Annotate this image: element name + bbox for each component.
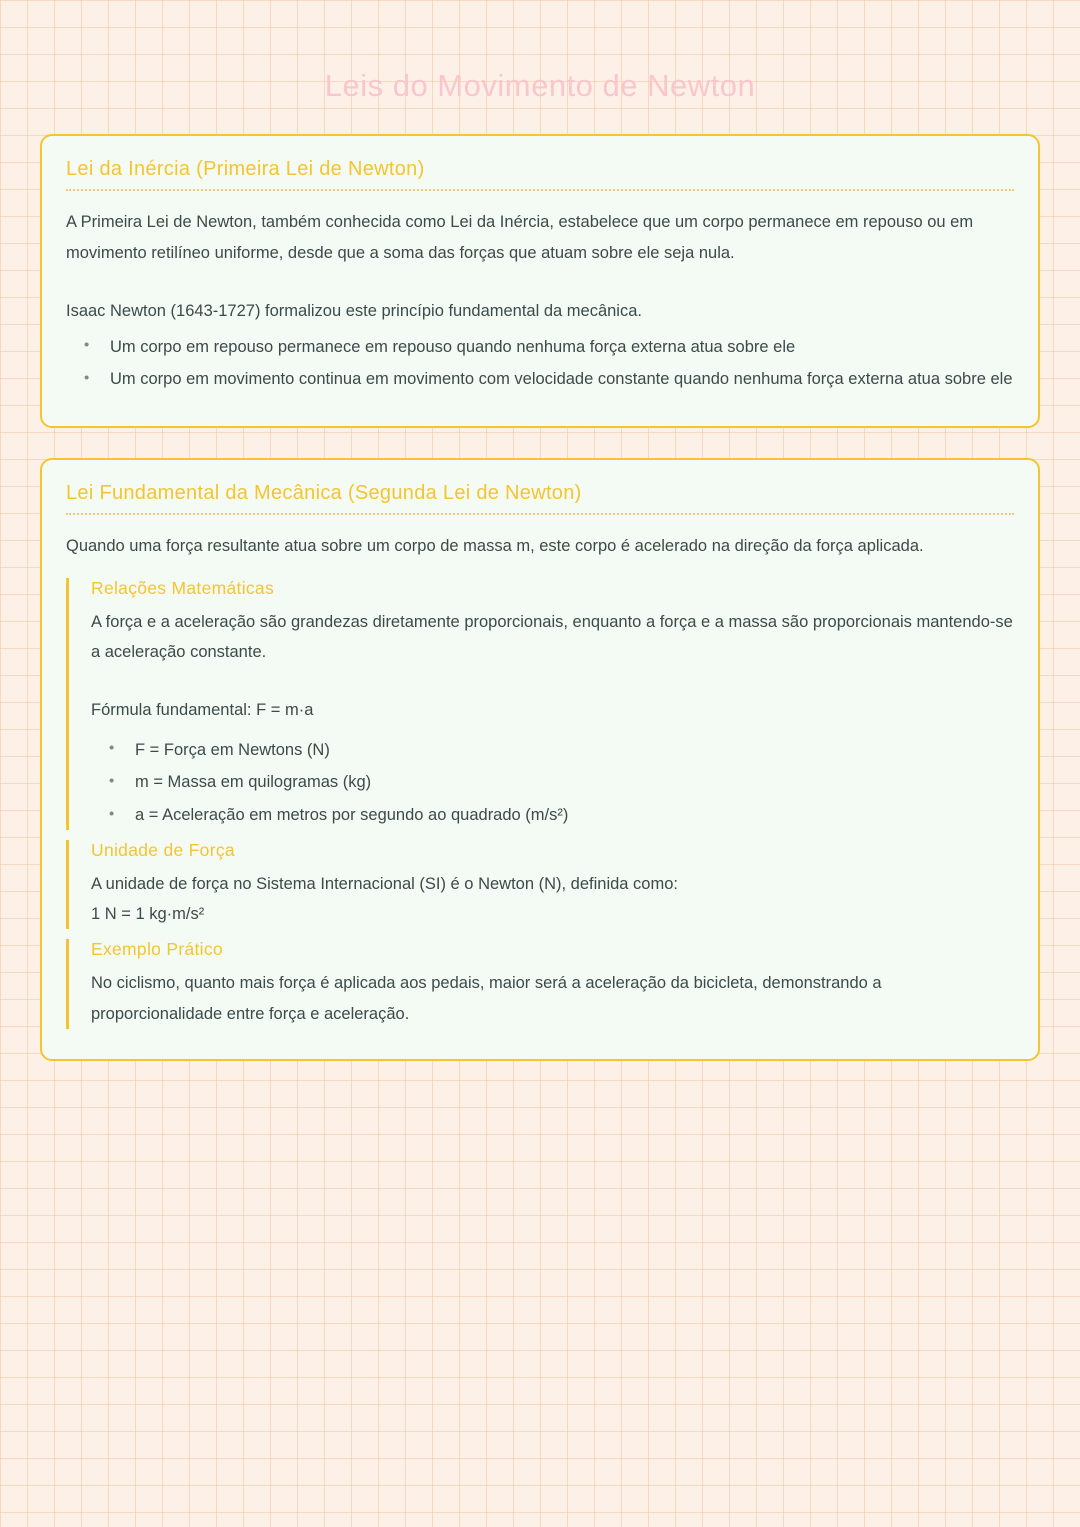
subsection-paragraph: A força e a aceleração são grandezas diretamente proporcionais, enquanto a força e a massa são proporcionais mantendo-se a aceleração constante.	[91, 612, 1013, 662]
subsection-heading: Exemplo Prático	[91, 939, 223, 960]
divider	[66, 513, 1014, 515]
formula-text: 1 N = 1 kg·m/s²	[91, 904, 205, 923]
subsection-force-unit	[66, 840, 1014, 929]
divider	[66, 189, 1014, 191]
subsection-practical-example	[66, 939, 1014, 1029]
subsection-mathematical-relations	[66, 578, 1014, 830]
subsection-paragraph: No ciclismo, quanto mais força é aplicada aos pedais, maior será a aceleração da bicicleta, demonstrando a proporcionalidade entre força e aceleração.	[91, 974, 882, 1023]
list-item: • Um corpo em movimento continua em movimento com velocidade constante quando nenhuma força externa atua sobre ele	[66, 365, 1014, 394]
list-item: • Um corpo em repouso permanece em repouso quando nenhuma força externa atua sobre ele	[66, 333, 1014, 362]
list-item: • a = Aceleração em metros por segundo ao quadrado (m/s²)	[91, 801, 1014, 830]
list-item: • m = Massa em quilogramas (kg)	[91, 768, 1014, 797]
section-paragraph: Isaac Newton (1643-1727) formalizou este princípio fundamental da mecânica.	[66, 302, 642, 321]
list-item: • F = Força em Newtons (N)	[91, 736, 1014, 765]
section-heading: Lei Fundamental da Mecânica (Segunda Lei de Newton)	[66, 482, 582, 505]
section-card-first-law	[40, 134, 1040, 428]
formula-label: Fórmula fundamental: F = m·a	[91, 700, 314, 719]
section-paragraph: Quando uma força resultante atua sobre um corpo de massa m, este corpo é acelerado na direção da força aplicada.	[66, 537, 924, 556]
page-title: Leis do Movimento de Newton	[324, 68, 756, 103]
subsection-heading: Relações Matemáticas	[91, 577, 275, 598]
section-heading: Lei da Inércia (Primeira Lei de Newton)	[66, 158, 425, 180]
bullet-list	[91, 736, 1014, 831]
section-card-second-law	[40, 458, 1040, 1061]
bullet-list	[66, 333, 1014, 395]
subsection-heading: Unidade de Força	[91, 840, 235, 861]
section-paragraph: A Primeira Lei de Newton, também conhecida como Lei da Inércia, estabelece que um corpo permanece em repouso ou em movimento retilíneo uniforme, desde que a soma das forças que atuam sobre ele seja nula.	[66, 213, 974, 262]
subsection-paragraph: A unidade de força no Sistema Internacional (SI) é o Newton (N), definida como:	[91, 875, 678, 894]
